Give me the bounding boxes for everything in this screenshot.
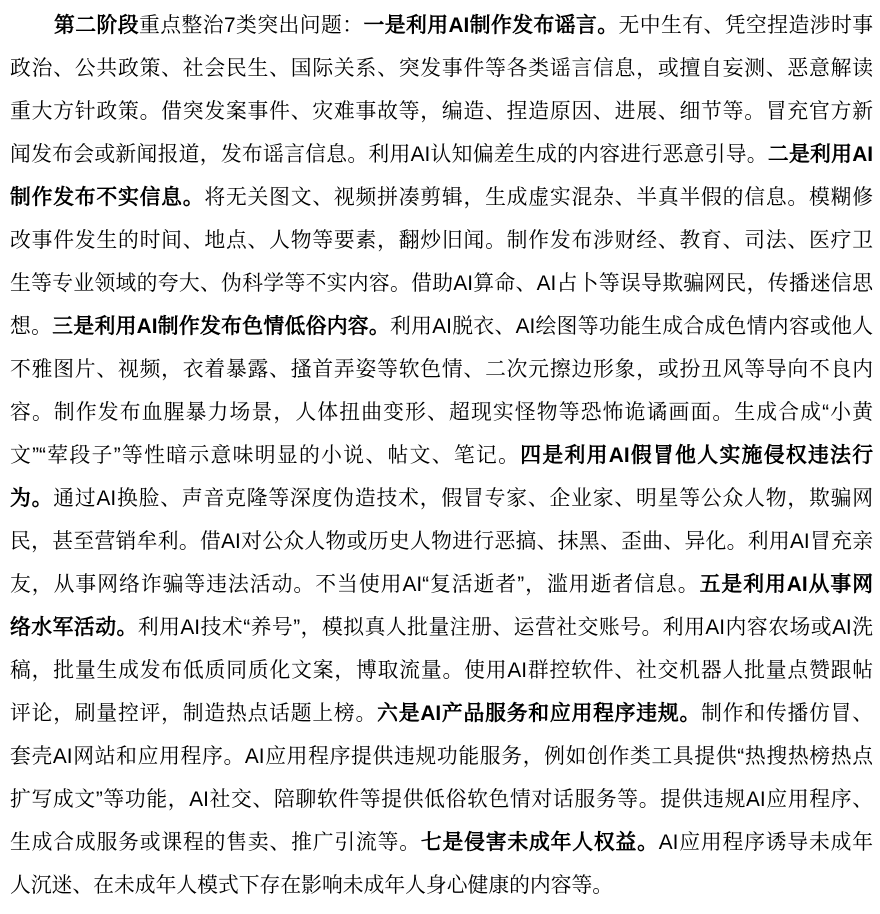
text-line (10, 219, 873, 262)
text-segment: 利用AI脱衣、AI绘图等功能生成合成色情内容或他人 (390, 315, 873, 338)
text-segment: 政治、公共政策、社会民生、国际关系、突发事件等各类谣言信息，或擅自妄测、恶意解读 (10, 57, 873, 80)
text-segment: 民，甚至营销牟利。借AI对公众人物或历史人物进行恶搞、抹黑、歪曲、异化。利用AI冒充亲 (10, 530, 873, 553)
text-segment: 利用AI技术“养号”，模拟真人批量注册、运营社交账号。利用AI内容农场或AI洗 (137, 616, 873, 639)
bold-heading-segment: 为。 (10, 487, 54, 510)
text-segment: 无中生有、凭空捏造涉时事 (618, 14, 873, 37)
text-segment: 通过AI换脸、声音克隆等深度伪造技术，假冒专家、企业家、明星等公众人物，欺骗网 (53, 487, 873, 510)
text-segment: 稿，批量生成发布低质同质化文案，博取流量。使用AI群控软件、社交机器人批量点赞跟帖 (10, 659, 873, 682)
text-segment: 容。制作发布血腥暴力场景，人体扭曲变形、超现实怪物等恐怖诡谲画面。生成合成“小黄 (10, 401, 873, 424)
text-line (10, 262, 873, 305)
text-line (10, 563, 873, 606)
text-segment: 将无关图文、视频拼凑剪辑，生成虚实混杂、半真半假的信息。模糊修 (204, 186, 873, 209)
text-segment: 闻发布会或新闻报道，发布谣言信息。利用AI认知偏差生成的内容进行恶意引导。 (10, 143, 768, 166)
bold-heading-segment: 第二阶段 (54, 14, 139, 37)
text-segment: 友，从事网络诈骗等违法活动。不当使用AI“复活逝者”，滥用逝者信息。 (10, 573, 700, 596)
text-line (10, 348, 873, 391)
bold-heading-segment: 一是利用AI制作发布谣言。 (363, 14, 619, 37)
text-line (10, 90, 873, 133)
text-line (10, 606, 873, 649)
bold-heading-segment: 六是AI产品服务和应用程序违规。 (377, 702, 702, 725)
text-line (10, 305, 873, 348)
text-line (10, 434, 873, 477)
text-line (10, 649, 873, 692)
text-line (10, 864, 873, 907)
text-line (10, 692, 873, 735)
text-segment: 文”“荤段子”等性暗示意味明显的小说、帖文、笔记。 (10, 444, 521, 467)
text-segment: 生等专业领域的夸大、伪科学等不实内容。借助AI算命、AI占卜等误导欺骗网民，传播迷信思 (10, 272, 873, 295)
text-segment: 不雅图片、视频，衣着暴露、搔首弄姿等软色情、二次元擦边形象，或扮丑风等导向不良内 (10, 358, 873, 381)
bold-heading-segment: 四是利用AI假冒他人实施侵权违法行 (520, 444, 873, 467)
bold-heading-segment: 二是利用AI (767, 143, 873, 166)
bold-heading-segment: 五是利用AI从事网 (699, 573, 873, 596)
bold-heading-segment: 三是利用AI制作发布色情低俗内容。 (52, 315, 391, 338)
text-line (10, 778, 873, 821)
text-line (10, 477, 873, 520)
text-line (10, 821, 873, 864)
text-line (10, 133, 873, 176)
text-segment: 评论，刷量控评，制造热点话题上榜。 (10, 702, 378, 725)
bold-heading-segment: 制作发布不实信息。 (10, 186, 205, 209)
bold-heading-segment: 络水军活动。 (10, 616, 138, 639)
text-line (10, 4, 873, 47)
text-line (10, 735, 873, 778)
text-segment: 改事件发生的时间、地点、人物等要素，翻炒旧闻。制作发布涉财经、教育、司法、医疗卫 (10, 229, 873, 252)
text-line (10, 391, 873, 434)
text-segment: 重点整治7类突出问题： (139, 14, 364, 37)
bold-heading-segment: 七是侵害未成年人权益。 (420, 831, 659, 854)
text-line (10, 520, 873, 563)
text-segment: 生成合成服务或课程的售卖、推广引流等。 (10, 831, 421, 854)
text-segment: AI应用程序诱导未成年 (658, 831, 873, 854)
text-segment: 制作和传播仿冒、 (701, 702, 873, 725)
text-line (10, 176, 873, 219)
text-segment: 套壳AI网站和应用程序。AI应用程序提供违规功能服务，例如创作类工具提供“热搜热榜热点 (10, 745, 873, 768)
text-segment: 想。 (10, 315, 53, 338)
text-segment: 重大方针政策。借突发案事件、灾难事故等，编造、捏造原因、进展、细节等。冒充官方新 (10, 100, 873, 123)
text-line (10, 47, 873, 90)
text-segment: 人沉迷、在未成年人模式下存在影响未成年人身心健康的内容等。 (10, 874, 614, 897)
text-segment: 扩写成文”等功能，AI社交、陪聊软件等提供低俗软色情对话服务等。提供违规AI应用程序、 (10, 788, 873, 811)
